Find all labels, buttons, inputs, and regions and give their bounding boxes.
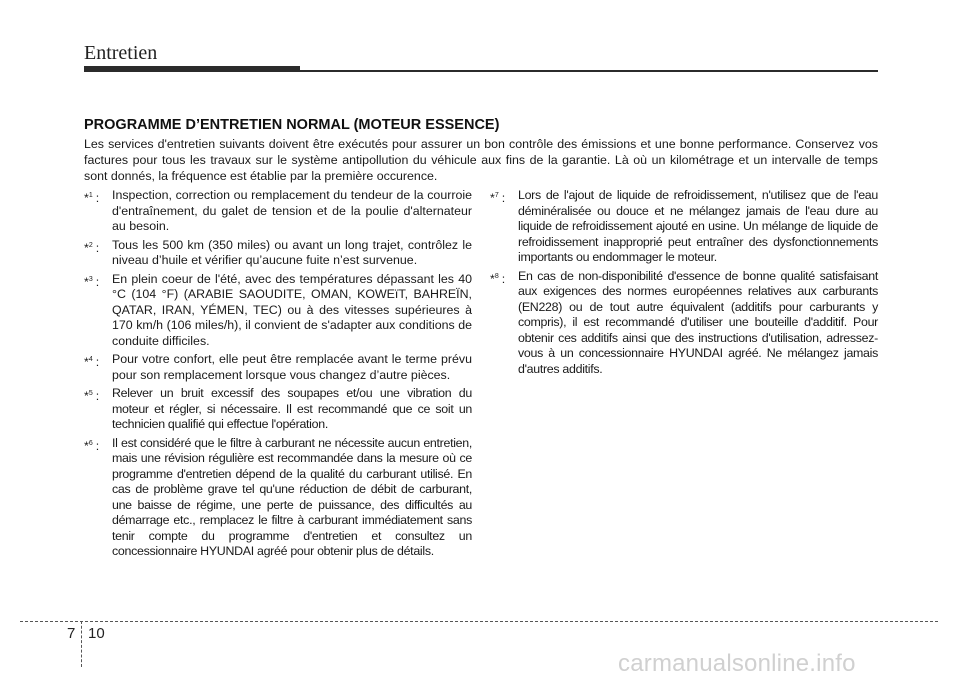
chapter-number: 7 — [67, 625, 76, 642]
header-rule-thin — [300, 70, 878, 72]
note-text: En cas de non-disponibilité d'essence de bonne qualité satisfaisant aux exigences des normes européennes relatives aux carburants (EN228) ou de tout autre équivalent (additifs pour carburants y compris), il est recommandé d'utiliser une bouteille d'additif. Pour obtenir ces additifs ainsi que des instructions d'utilisation, adressez-vous à un concessionnaire HYUNDAI agréé. Ne mélangez jamais d'autres additifs. — [518, 268, 878, 376]
note-text: Pour votre confort, elle peut être remplacée avant le terme prévu pour son remplacement lorsque vous changez d’autre pièces. — [112, 352, 472, 382]
note-item — [84, 272, 472, 350]
note-marker: *$^8$ : — [490, 271, 506, 286]
footer-dashed-rule — [20, 621, 938, 622]
note-item — [84, 352, 472, 383]
note-marker: *$^2$ : — [84, 240, 100, 255]
note-item — [84, 188, 472, 235]
header-rule-thick — [84, 66, 300, 72]
note-text: Tous les 500 km (350 miles) ou avant un long trajet, contrôlez le niveau d’huile et vérifier qu’aucune fuite n’est survenue. — [112, 237, 472, 267]
note-item — [490, 188, 878, 266]
section-title: PROGRAMME D’ENTRETIEN NORMAL (MOTEUR ESSENCE) — [84, 117, 500, 133]
note-text: En plein coeur de l'été, avec des températures dépassant les 40 °C (104 °F) (ARABIE SAOUDITE, OMAN, KOWEïT, BAHREÏN, QATAR, IRAN, YÉMEN, TEC) ou à des vitesses supérieures à 170 km/h (106 miles/h), il convient de s'adapter aux conditions de conduite difficiles. — [112, 271, 472, 348]
page-header-title: Entretien — [84, 42, 158, 64]
page-number: 10 — [88, 625, 105, 642]
note-text: Relever un bruit excessif des soupapes et/ou une vibration du moteur et régler, si nécessaire. Il est recommandé que ce soit un technicien qualifié qui effectue l'opération. — [112, 386, 472, 431]
note-marker: *$^6$ : — [84, 438, 100, 453]
note-marker: *$^3$ : — [84, 274, 100, 289]
note-marker: *$^5$ : — [84, 389, 100, 403]
note-item — [84, 436, 472, 560]
note-text: Lors de l'ajout de liquide de refroidissement, n'utilisez que de l'eau déminéralisée ou douce et ne mélangez jamais de l'eau dure au liquide de refroidissement ajouté en usine. Un mélange de liquide de refroidissement inapproprié peut entraîner des dysfonctionnements importants ou endommager le moteur. — [518, 188, 878, 264]
section-intro: Les services d'entretien suivants doivent être exécutés pour assurer un bon contrôle des émissions et une bonne performance. Conservez vos factures pour tous les travaux sur le système antipollution du véhicule aux fins de la garantie. Là où un kilométrage et un intervalle de temps sont donnés, la fréquence est établie par la première occurence. — [84, 137, 878, 183]
note-text: Inspection, correction ou remplacement du tendeur de la courroie d'entraînement, du galet de tension et de la poulie d'alternateur au besoin. — [112, 188, 472, 233]
note-marker: *$^4$ : — [84, 355, 100, 369]
note-marker: *$^7$ : — [490, 191, 506, 205]
note-item — [84, 238, 472, 269]
notes-column-left — [84, 188, 472, 563]
note-item — [84, 386, 472, 433]
note-text: Il est considéré que le filtre à carburant ne nécessite aucun entretien, mais une révision régulière est recommandée dans la mesure où ce programme d'entretien dépend de la qualité du carburant utilisé. En cas de problème grave tel qu'une réduction de débit de carburant, une baisse de régime, une perte de puissance, des difficultés au démarrage etc., remplacez le filtre à carburant immédiatement sans tenir compte du programme d'entretien et consultez un concessionnaire HYUNDAI agréé pour obtenir plus de détails. — [112, 435, 472, 558]
watermark: carmanualsonline.info — [618, 650, 856, 677]
page-number-divider — [81, 621, 82, 667]
notes-column-right — [490, 188, 878, 380]
note-marker: *$^1$ : — [84, 191, 100, 205]
note-item — [490, 269, 878, 378]
